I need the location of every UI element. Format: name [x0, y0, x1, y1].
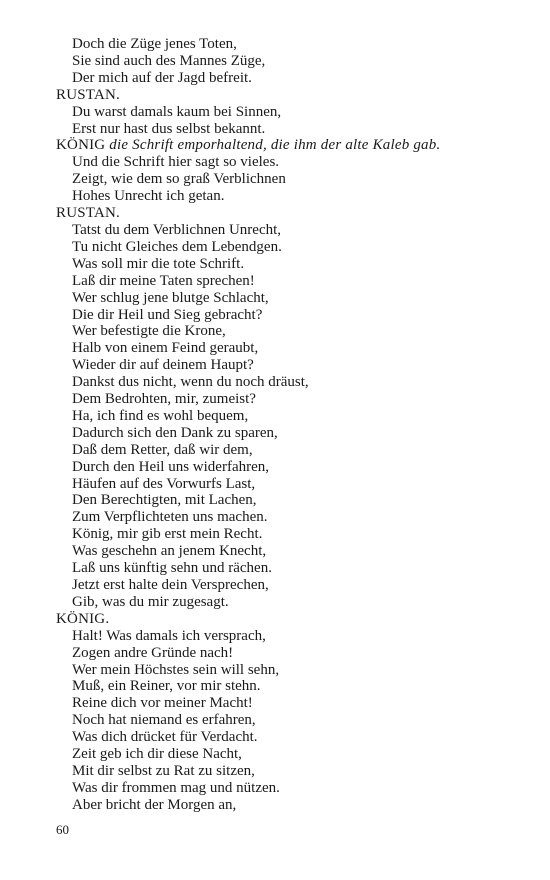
- verse-line: Was geschehn an jenem Knecht,: [72, 543, 267, 560]
- verse-line: Was dich drücket für Verdacht.: [72, 729, 258, 746]
- verse-line: Ha, ich find es wohl bequem,: [72, 407, 249, 424]
- verse-line: Und die Schrift hier sagt so vieles.: [72, 154, 280, 171]
- speaker-name: KÖNIG.: [56, 610, 110, 627]
- verse-line: Halt! Was damals ich versprach,: [72, 627, 266, 644]
- verse-line: Der mich auf der Jagd befreit.: [72, 69, 252, 86]
- verse-line: Doch die Züge jenes Toten,: [72, 36, 237, 52]
- verse-line: Die dir Heil und Sieg gebracht?: [72, 306, 263, 323]
- verse-line: Dem Bedrohten, mir, zumeist?: [72, 391, 256, 408]
- verse-line: Sie sind auch des Mannes Züge,: [72, 52, 266, 69]
- verse-line: Hohes Unrecht ich getan.: [72, 188, 225, 205]
- verse-line: Zeigt, wie dem so graß Verblichnen: [72, 171, 286, 188]
- verse-line: Jetzt erst halte dein Versprechen,: [72, 577, 269, 593]
- verse-line: Den Berechtigten, mit Lachen,: [72, 492, 257, 509]
- verse-line: Durch den Heil uns widerfahren,: [72, 458, 270, 475]
- verse-line: Tu nicht Gleiches dem Lebendgen.: [72, 238, 282, 255]
- verse-line: Reine dich vor meiner Macht!: [72, 695, 253, 712]
- verse-line: Laß uns künftig sehn und rächen.: [72, 560, 272, 577]
- verse-line: Was soll mir die tote Schrift.: [72, 255, 245, 272]
- verse-line: Daß dem Retter, daß wir dem,: [72, 441, 253, 458]
- verse-line: Zeit geb ich dir diese Nacht,: [72, 746, 242, 763]
- verse-line: Mit dir selbst zu Rat zu sitzen,: [72, 762, 255, 779]
- verse-line: König, mir gib erst mein Recht.: [72, 526, 263, 543]
- play-text: [56, 36, 526, 814]
- verse-line: Wer befestigte die Krone,: [72, 323, 226, 340]
- verse-line: Tatst du dem Verblichnen Unrecht,: [72, 221, 282, 238]
- page-number: 60: [56, 822, 69, 837]
- verse-line: Noch hat niemand es erfahren,: [72, 712, 256, 729]
- speaker-name: RUSTAN.: [56, 205, 120, 222]
- verse-line: Zum Verpflichteten uns machen.: [72, 509, 268, 526]
- verse-line: Muß, ein Reiner, vor mir stehn.: [72, 678, 261, 695]
- stage-direction: die Schrift emporhaltend, die ihm der alte Kaleb gab.: [109, 137, 441, 154]
- verse-line: Wer schlug jene blutge Schlacht,: [72, 289, 269, 306]
- speaker-line: [56, 87, 526, 104]
- verse-line: Erst nur hast dus selbst bekannt.: [72, 120, 266, 137]
- speaker-name: RUSTAN.: [56, 86, 120, 103]
- speaker-line: [56, 205, 526, 222]
- verse-line: Häufen auf des Vorwurfs Last,: [72, 475, 256, 492]
- speaker-name: KÖNIG: [56, 137, 106, 154]
- verse-line: Dankst dus nicht, wenn du noch dräust,: [72, 374, 309, 391]
- verse-line: Was dir frommen mag und nützen.: [72, 779, 280, 796]
- verse-line: Du warst damals kaum bei Sinnen,: [72, 103, 282, 120]
- speaker-line: [56, 611, 526, 628]
- speaker-line: [56, 137, 526, 154]
- verse-line: Aber bricht der Morgen an,: [72, 796, 237, 813]
- verse-line: Dadurch sich den Dank zu sparen,: [72, 424, 278, 441]
- verse-line: Laß dir meine Taten sprechen!: [72, 272, 255, 289]
- verse-line: Gib, was du mir zugesagt.: [72, 593, 229, 610]
- verse-line: Zogen andre Gründe nach!: [72, 644, 234, 661]
- verse-line: Wieder dir auf deinem Haupt?: [72, 357, 254, 374]
- verse-line: Halb von einem Feind geraubt,: [72, 340, 259, 357]
- verse-line: Wer mein Höchstes sein will sehn,: [72, 661, 280, 678]
